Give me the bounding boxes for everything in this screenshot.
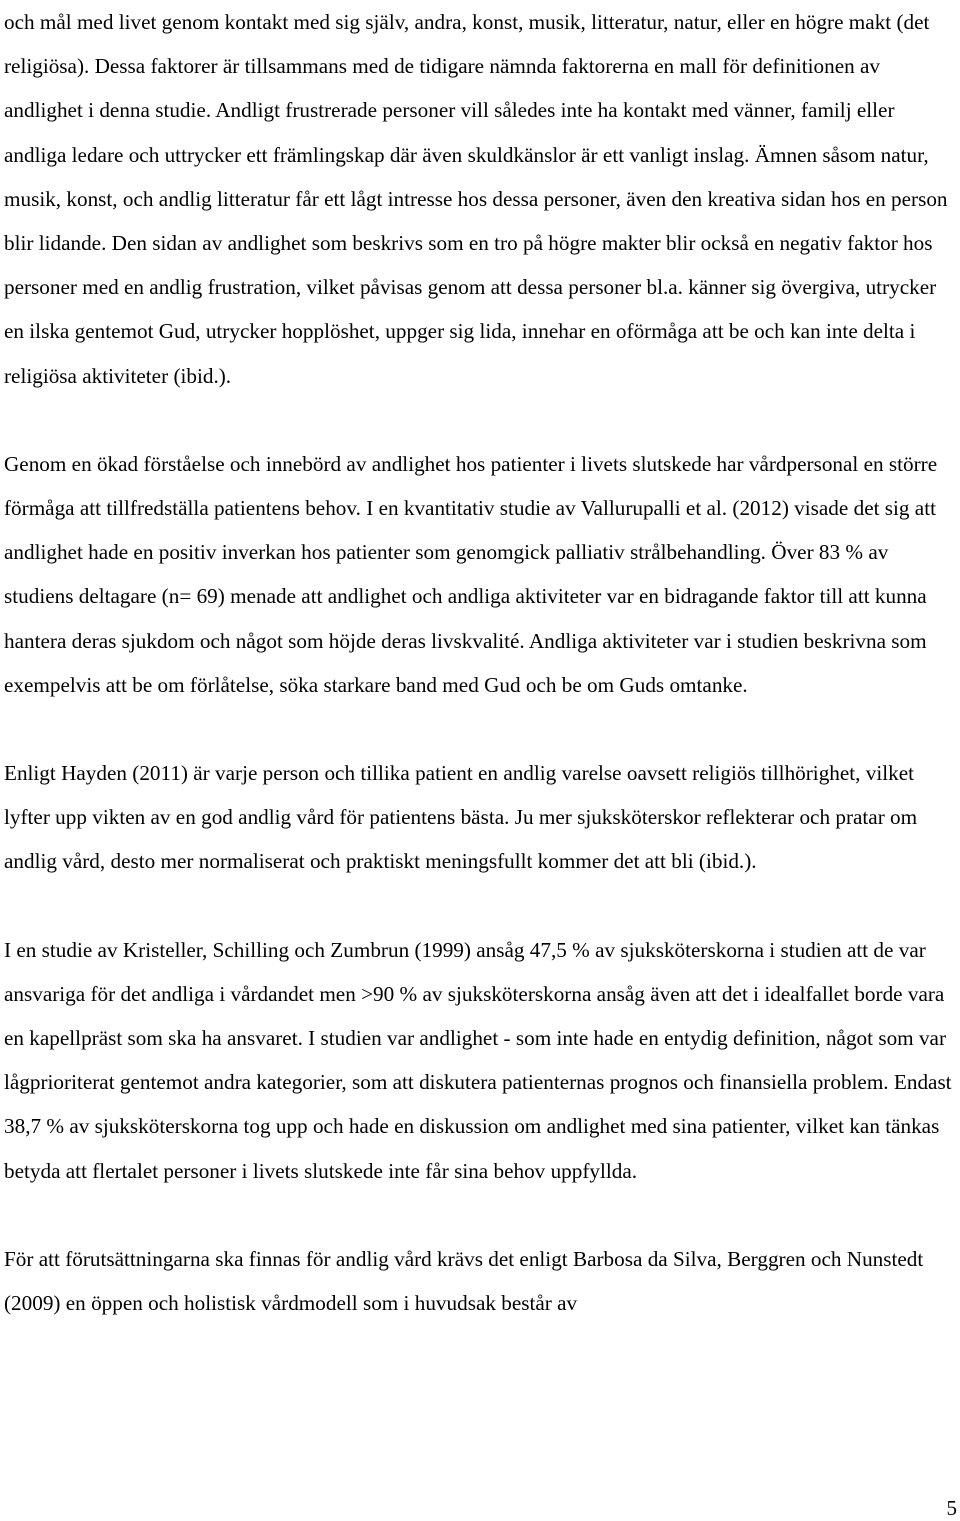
paragraph-kristeller-study: I en studie av Kristeller, Schilling och Zumbrun (1999) ansåg 47,5 % av sjuksköterskorna i studien att de var ansvariga för det andliga i vårdandet men >90 % av sjuksköterskorna ansåg även att det i idealfallet borde vara en kapellpräst som ska ha ansvaret. I studien var andlighet - som inte hade en entydig definition, något som var lågprioriterat gentemot andra kategorier, som att diskutera patienternas prognos och finansiella problem. Endast 38,7 % av sjuksköterskorna tog upp och hade en diskussion om andlighet med sina patienter, vilket kan tänkas betyda att flertalet personer i livets slutskede inte får sina behov uppfyllda.	[4, 937, 952, 1183]
body-text	[4, 0, 956, 1325]
paragraph-understanding-spirituality: Genom en ökad förståelse och innebörd av andlighet hos patienter i livets slutskede har vårdpersonal en större förmåga att tillfredställa patientens behov. I en kvantitativ studie av Vallurupalli et al. (2012) visade det sig att andlighet hade en positiv inverkan hos patienter som genomgick palliativ strålbehandling. Över 83 % av studiens deltagare (n= 69) menade att andlighet och andliga aktiviteter var en bidragande faktor till att kunna hantera deras sjukdom och något som höjde deras livskvalité. Andliga aktiviteter var i studien beskrivna som exempelvis att be om förlåtelse, söka starkare band med Gud och be om Guds omtanke.	[4, 451, 938, 697]
paragraph-barbosa-da-silva: För att förutsättningarna ska finnas för andlig vård krävs det enligt Barbosa da Silva, Berggren och Nunstedt (2009) en öppen och holistisk vårdmodell som i huvudsak består av	[4, 1246, 924, 1316]
page-number: 5	[946, 1496, 957, 1520]
paragraph-spirituality-definition: och mål med livet genom kontakt med sig själv, andra, konst, musik, litteratur, natur, eller en högre makt (det religiösa). Dessa faktorer är tillsammans med de tidigare nämnda faktorerna en mall för definitionen av andlighet i denna studie. Andligt frustrerade personer vill således inte ha kontakt med vänner, familj eller andliga ledare och uttrycker ett främlingskap där även skuldkänslor är ett vanligt inslag. Ämnen såsom natur, musik, konst, och andlig litteratur får ett lågt intresse hos dessa personer, även den kreativa sidan hos en person blir lidande. Den sidan av andlighet som beskrivs som en tro på högre makter blir också en negativ faktor hos personer med en andlig frustration, vilket påvisas genom att dessa personer bl.a. känner sig övergiva, utrycker en ilska gentemot Gud, utrycker hopplöshet, uppger sig lida, innehar en oförmåga att be och kan inte delta i religiösa aktiviteter (ibid.).	[4, 10, 948, 388]
paragraph-hayden: Enligt Hayden (2011) är varje person och tillika patient en andlig varelse oavsett religiös tillhörighet, vilket lyfter upp vikten av en god andlig vård för patientens bästa. Ju mer sjuksköterskor reflekterar och pratar om andlig vård, desto mer normaliserat och praktiskt meningsfullt kommer det att bli (ibid.).	[4, 761, 918, 874]
